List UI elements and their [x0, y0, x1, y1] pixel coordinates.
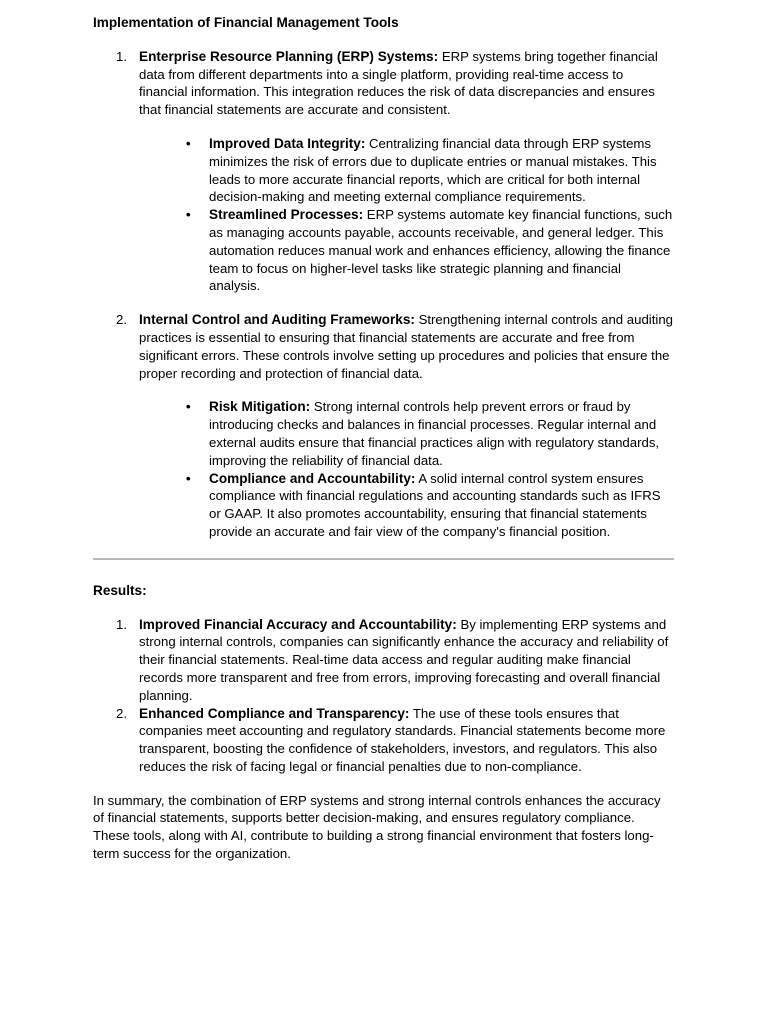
term-data-integrity: Improved Data Integrity: [209, 135, 366, 151]
bullet-item-compliance-accountability [139, 470, 674, 541]
term-erp: Enterprise Resource Planning (ERP) Systems: [139, 48, 439, 64]
bullet-item-streamlined-processes [139, 206, 674, 295]
bullet-icon: • [186, 470, 191, 486]
description-accuracy: By implementing ERP systems and strong internal controls, companies can significantly enhance the accuracy and reliability of their financial statements. Real-time data access and regular auditing make financial records more transparent and free from errors, improving forecasting and overall financial planning. [139, 616, 669, 703]
list-number: 1. [116, 48, 127, 64]
term-internal-control: Internal Control and Auditing Frameworks: [139, 312, 415, 328]
term-compliance-accountability: Compliance and Accountability: [209, 470, 416, 486]
summary-paragraph: In summary, the combination of ERP systems and strong internal controls enhances the accuracy of financial statements, supports better decision-making, and ensures regulatory compliance. These tools, along with AI, contribute to building a strong financial environment that fosters long-term success for the organization. [93, 792, 661, 862]
internal-control-bullet-list [139, 398, 674, 540]
term-streamlined-processes: Streamlined Processes: [209, 207, 364, 223]
description-erp: ERP systems bring together financial data from different departments into a single platform, providing real-time access to financial information. This integration reduces the risk of data discrepancies and ensures that financial statements are accurate and consistent. [139, 48, 658, 118]
description-streamlined-processes: ERP systems automate key financial functions, such as managing accounts payable, accounts receivable, and general ledger. This automation reduces manual work and enhances efficiency, allowing the finance team to focus on higher-level tasks like strategic planning and financial analysis. [209, 207, 673, 294]
bullet-icon: • [186, 135, 191, 151]
list-item-erp [93, 48, 674, 295]
description-compliance-accountability: A solid internal control system ensures compliance with financial regulations and accounting standards such as IFRS or GAAP. It also promotes accountability, ensuring that financial statements provide an accurate and fair view of the company's financial position. [209, 470, 661, 539]
bullet-item-data-integrity [139, 135, 674, 206]
bullet-icon: • [186, 399, 191, 415]
term-compliance: Enhanced Compliance and Transparency: [139, 705, 410, 721]
section-heading-results: Results: [93, 582, 147, 598]
term-risk-mitigation: Risk Mitigation: [209, 399, 311, 415]
description-risk-mitigation: Strong internal controls help prevent errors or fraud by introducing checks and balances in financial processes. Regular internal and external audits ensure that financial practices align with regulatory standards, improving the reliability of financial data. [209, 399, 660, 468]
description-data-integrity: Centralizing financial data through ERP systems minimizes the risk of errors due to duplicate entries or manual mistakes. This leads to more accurate financial reports, which are critical for both internal decision-making and meeting external compliance requirements. [209, 135, 657, 205]
list-number: 2. [116, 312, 127, 328]
implementation-list [93, 48, 674, 541]
list-item-accuracy [93, 616, 674, 705]
description-internal-control: Strengthening internal controls and auditing practices is essential to ensuring that financial statements are accurate and free from significant errors. These controls involve setting up procedures and policies that ensure the proper recording and protection of financial data. [139, 312, 673, 381]
erp-bullet-list [139, 135, 674, 295]
description-compliance: The use of these tools ensures that companies meet accounting and regulatory standards. Financial statements become more transparent, boosting the confidence of stakeholders, investors, and regulators. This also reduces the risk of facing legal or financial penalties due to non-compliance. [139, 705, 666, 774]
list-number: 2. [116, 705, 127, 721]
list-item-compliance [93, 705, 674, 776]
bullet-item-risk-mitigation [139, 398, 674, 469]
bullet-icon: • [186, 207, 191, 223]
list-number: 1. [116, 616, 127, 632]
results-list [93, 616, 674, 776]
term-accuracy: Improved Financial Accuracy and Accountability: [139, 616, 457, 632]
horizontal-divider [93, 558, 674, 560]
section-heading-implementation: Implementation of Financial Management Tools [93, 15, 399, 30]
list-item-internal-control [93, 311, 674, 541]
